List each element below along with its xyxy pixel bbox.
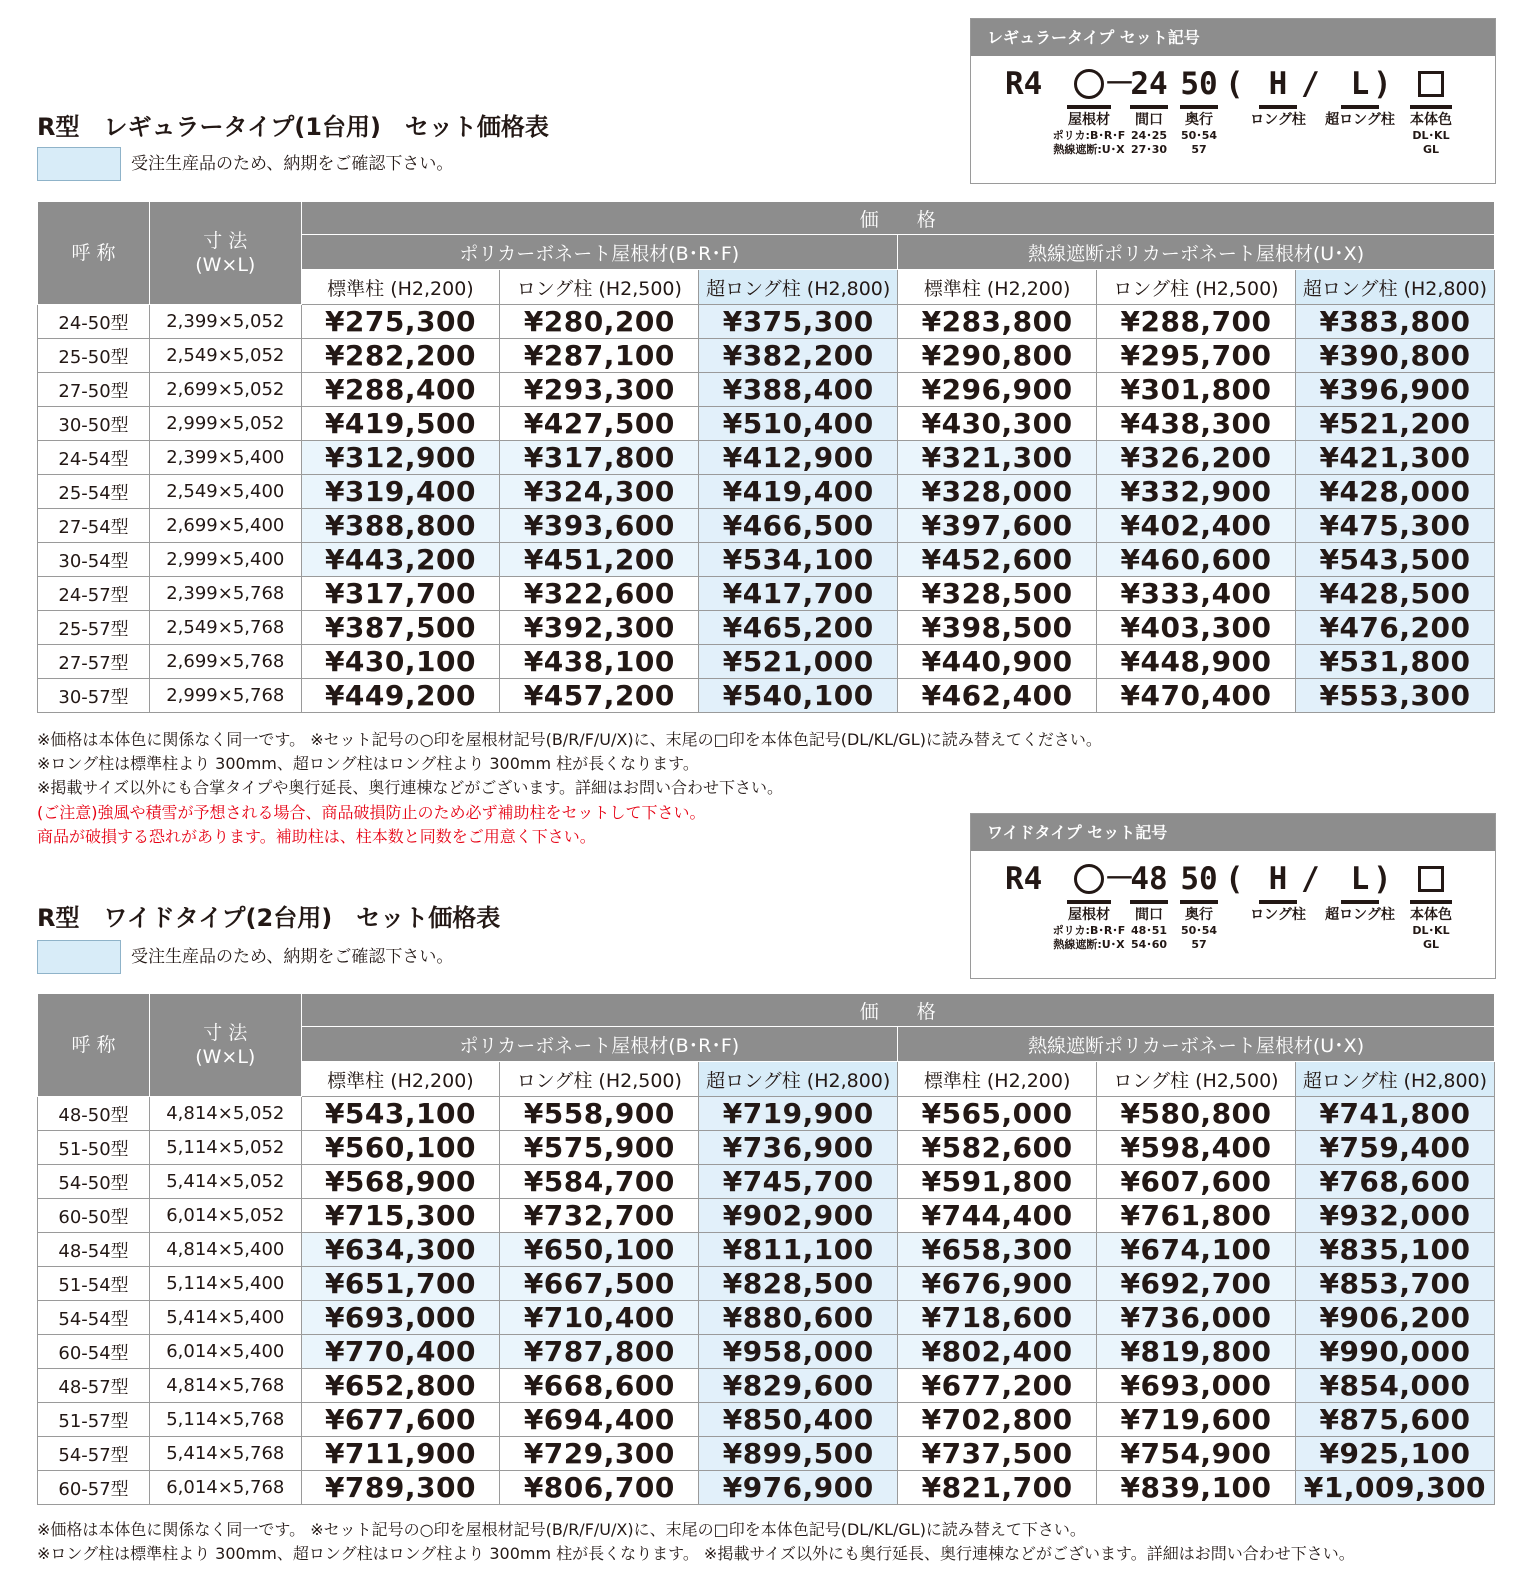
price-cell: ¥835,100 xyxy=(1295,1233,1494,1267)
table-row xyxy=(38,1199,1495,1233)
row-name-cell: 27-54型 xyxy=(38,509,150,543)
col-header: 超ロング柱 (H2,800) xyxy=(1295,1062,1494,1097)
price-cell: ¥839,100 xyxy=(1097,1471,1296,1505)
row-size-cell: 4,814×5,400 xyxy=(150,1233,301,1267)
price-cell: ¥543,100 xyxy=(301,1097,500,1131)
roof-circle-placeholder xyxy=(1074,69,1104,99)
row-size-cell: 4,814×5,052 xyxy=(150,1097,301,1131)
row-size-cell: 6,014×5,400 xyxy=(150,1335,301,1369)
row-name-cell: 60-50型 xyxy=(38,1199,150,1233)
row-size-cell: 5,414×5,052 xyxy=(150,1165,301,1199)
price-cell: ¥449,200 xyxy=(301,679,500,713)
price-cell: ¥326,200 xyxy=(1097,441,1296,475)
price-cell: ¥976,900 xyxy=(699,1471,898,1505)
price-cell: ¥692,700 xyxy=(1097,1267,1296,1301)
price-cell: ¥430,300 xyxy=(898,407,1097,441)
price-cell: ¥694,400 xyxy=(500,1403,699,1437)
price-cell: ¥677,200 xyxy=(898,1369,1097,1403)
header-name: 呼 称 xyxy=(38,202,150,305)
warning-note: (ご注意)強風や積雪が予想される場合、商品破損防止のため必ず補助柱をセットして下さい。 xyxy=(37,803,706,822)
price-cell: ¥275,300 xyxy=(301,305,500,339)
price-cell: ¥990,000 xyxy=(1295,1335,1494,1369)
col-header: 超ロング柱 (H2,800) xyxy=(699,270,898,305)
price-cell: ¥403,300 xyxy=(1097,611,1296,645)
depth-code-segment: 50 奥行 50･54 57 xyxy=(1180,861,1218,951)
price-cell: ¥328,000 xyxy=(898,475,1097,509)
price-cell: ¥390,800 xyxy=(1295,339,1494,373)
row-size-cell: 5,414×5,400 xyxy=(150,1301,301,1335)
price-cell: ¥591,800 xyxy=(898,1165,1097,1199)
row-name-cell: 24-57型 xyxy=(38,577,150,611)
price-cell: ¥634,300 xyxy=(301,1233,500,1267)
wide-set-code-box: ワイドタイプ セット記号 R4 屋根材 ポリカ:B･R･F 熱線遮断:U･X － 48 間口 48･51 54･60 50 奥行 50･54 57 ( H ロング柱 / L 超ロング柱 ) 本体色 DL･KL GL xyxy=(970,813,1496,979)
super-long-code-segment: L 超ロング柱 xyxy=(1325,66,1395,128)
legend-text: 受注生産品のため、納期をご確認下さい。 xyxy=(131,154,454,174)
price-cell: ¥452,600 xyxy=(898,543,1097,577)
long-code-segment: H ロング柱 xyxy=(1250,861,1306,923)
col-header: ロング柱 (H2,500) xyxy=(1097,270,1296,305)
depth-code-segment: 50 奥行 50･54 57 xyxy=(1180,66,1218,156)
price-cell: ¥650,100 xyxy=(500,1233,699,1267)
price-cell: ¥568,900 xyxy=(301,1165,500,1199)
table-row xyxy=(38,373,1495,407)
price-cell: ¥293,300 xyxy=(500,373,699,407)
row-name-cell: 60-57型 xyxy=(38,1471,150,1505)
price-cell: ¥475,300 xyxy=(1295,509,1494,543)
table-row xyxy=(38,543,1495,577)
roof-circle-placeholder xyxy=(1074,864,1104,894)
price-cell: ¥711,900 xyxy=(301,1437,500,1471)
price-cell: ¥438,300 xyxy=(1097,407,1296,441)
price-cell: ¥899,500 xyxy=(699,1437,898,1471)
row-name-cell: 51-57型 xyxy=(38,1403,150,1437)
note: ※ロング柱は標準柱より 300mm、超ロング柱はロング柱より 300mm 柱が長くなります。 xyxy=(37,754,699,773)
price-cell: ¥906,200 xyxy=(1295,1301,1494,1335)
code-dash: － xyxy=(1104,66,1135,102)
color-code-segment: 本体色 DL･KL GL xyxy=(1401,65,1461,157)
regular-set-code-box: レギュラータイプ セット記号 R4 屋根材 ポリカ:B･R･F 熱線遮断:U･X － 24 間口 24･25 27･30 50 奥行 50･54 57 ( H ロング柱 / L 超ロング柱 ) 本体色 DL･KL GL xyxy=(970,18,1496,184)
row-name-cell: 27-50型 xyxy=(38,373,150,407)
price-cell: ¥531,800 xyxy=(1295,645,1494,679)
price-cell: ¥736,000 xyxy=(1097,1301,1296,1335)
price-cell: ¥301,800 xyxy=(1097,373,1296,407)
regular-section-title: R型 レギュラータイプ(1台用) セット価格表 xyxy=(37,113,549,141)
color-square-placeholder xyxy=(1418,866,1444,892)
row-size-cell: 2,999×5,052 xyxy=(150,407,301,441)
price-cell: ¥312,900 xyxy=(301,441,500,475)
table-row xyxy=(38,509,1495,543)
price-cell: ¥540,100 xyxy=(699,679,898,713)
note: ※価格は本体色に関係なく同一です。 ※セット記号の○印を屋根材記号(B/R/F/U/X)に、末尾の□印を本体色記号(DL/KL/GL)に読み替えてください。 xyxy=(37,730,1102,749)
price-cell: ¥451,200 xyxy=(500,543,699,577)
header-group-heat-block: 熱線遮断ポリカーボネート屋根材(U･X) xyxy=(898,1027,1495,1062)
price-cell: ¥521,200 xyxy=(1295,407,1494,441)
price-cell: ¥388,800 xyxy=(301,509,500,543)
code-prefix: R4 xyxy=(1005,861,1043,897)
price-cell: ¥850,400 xyxy=(699,1403,898,1437)
warning-note: 商品が破損する恐れがあります。補助柱は、柱本数と同数をご用意く下さい。 xyxy=(37,827,596,846)
row-size-cell: 5,414×5,768 xyxy=(150,1437,301,1471)
table-row xyxy=(38,679,1495,713)
price-cell: ¥789,300 xyxy=(301,1471,500,1505)
price-cell: ¥419,400 xyxy=(699,475,898,509)
price-cell: ¥853,700 xyxy=(1295,1267,1494,1301)
price-cell: ¥880,600 xyxy=(699,1301,898,1335)
row-name-cell: 27-57型 xyxy=(38,645,150,679)
price-cell: ¥332,900 xyxy=(1097,475,1296,509)
row-size-cell: 2,399×5,400 xyxy=(150,441,301,475)
table-row xyxy=(38,1369,1495,1403)
price-cell: ¥392,300 xyxy=(500,611,699,645)
price-cell: ¥295,700 xyxy=(1097,339,1296,373)
row-name-cell: 25-50型 xyxy=(38,339,150,373)
price-cell: ¥322,600 xyxy=(500,577,699,611)
price-cell: ¥806,700 xyxy=(500,1471,699,1505)
price-cell: ¥718,600 xyxy=(898,1301,1097,1335)
price-cell: ¥667,500 xyxy=(500,1267,699,1301)
price-cell: ¥652,800 xyxy=(301,1369,500,1403)
price-cell: ¥476,200 xyxy=(1295,611,1494,645)
color-square-placeholder xyxy=(1418,71,1444,97)
price-cell: ¥465,200 xyxy=(699,611,898,645)
roof-code-segment: 屋根材 ポリカ:B･R･F 熱線遮断:U･X xyxy=(1039,65,1139,157)
table-row xyxy=(38,339,1495,373)
price-cell: ¥582,600 xyxy=(898,1131,1097,1165)
price-cell: ¥457,200 xyxy=(500,679,699,713)
price-cell: ¥693,000 xyxy=(1097,1369,1296,1403)
price-cell: ¥382,200 xyxy=(699,339,898,373)
col-header: 超ロング柱 (H2,800) xyxy=(1295,270,1494,305)
row-size-cell: 4,814×5,768 xyxy=(150,1369,301,1403)
table-row xyxy=(38,441,1495,475)
row-size-cell: 2,699×5,768 xyxy=(150,645,301,679)
price-cell: ¥470,400 xyxy=(1097,679,1296,713)
code-prefix: R4 xyxy=(1005,66,1043,102)
price-cell: ¥282,200 xyxy=(301,339,500,373)
price-cell: ¥745,700 xyxy=(699,1165,898,1199)
price-cell: ¥710,400 xyxy=(500,1301,699,1335)
width-code-segment: 24 間口 24･25 27･30 xyxy=(1130,66,1168,156)
price-cell: ¥754,900 xyxy=(1097,1437,1296,1471)
price-cell: ¥543,500 xyxy=(1295,543,1494,577)
price-cell: ¥402,400 xyxy=(1097,509,1296,543)
price-cell: ¥958,000 xyxy=(699,1335,898,1369)
table-row xyxy=(38,1097,1495,1131)
price-cell: ¥829,600 xyxy=(699,1369,898,1403)
price-cell: ¥729,300 xyxy=(500,1437,699,1471)
price-cell: ¥412,900 xyxy=(699,441,898,475)
price-cell: ¥317,700 xyxy=(301,577,500,611)
price-cell: ¥290,800 xyxy=(898,339,1097,373)
code-dash: － xyxy=(1104,861,1135,897)
table-row xyxy=(38,475,1495,509)
price-cell: ¥925,100 xyxy=(1295,1437,1494,1471)
price-cell: ¥510,400 xyxy=(699,407,898,441)
header-name: 呼 称 xyxy=(38,994,150,1097)
col-header: ロング柱 (H2,500) xyxy=(500,270,699,305)
regular-price-table xyxy=(37,201,1495,713)
price-cell: ¥397,600 xyxy=(898,509,1097,543)
price-cell: ¥283,800 xyxy=(898,305,1097,339)
table-row xyxy=(38,305,1495,339)
row-size-cell: 6,014×5,052 xyxy=(150,1199,301,1233)
col-header: 標準柱 (H2,200) xyxy=(898,1062,1097,1097)
price-cell: ¥658,300 xyxy=(898,1233,1097,1267)
price-cell: ¥741,800 xyxy=(1295,1097,1494,1131)
row-name-cell: 30-50型 xyxy=(38,407,150,441)
row-name-cell: 48-54型 xyxy=(38,1233,150,1267)
price-cell: ¥854,000 xyxy=(1295,1369,1494,1403)
table-row xyxy=(38,1471,1495,1505)
price-cell: ¥902,900 xyxy=(699,1199,898,1233)
price-cell: ¥321,300 xyxy=(898,441,1097,475)
price-cell: ¥287,100 xyxy=(500,339,699,373)
price-cell: ¥651,700 xyxy=(301,1267,500,1301)
price-cell: ¥296,900 xyxy=(898,373,1097,407)
table-row xyxy=(38,1267,1495,1301)
price-cell: ¥768,600 xyxy=(1295,1165,1494,1199)
table-row xyxy=(38,611,1495,645)
row-name-cell: 54-50型 xyxy=(38,1165,150,1199)
legend-swatch xyxy=(37,940,121,974)
price-cell: ¥324,300 xyxy=(500,475,699,509)
header-size: 寸 法 (W×L) xyxy=(150,994,301,1097)
price-cell: ¥558,900 xyxy=(500,1097,699,1131)
price-cell: ¥328,500 xyxy=(898,577,1097,611)
header-group-polycarbonate: ポリカーボネート屋根材(B･R･F) xyxy=(301,235,898,270)
price-cell: ¥1,009,300 xyxy=(1295,1471,1494,1505)
table-row xyxy=(38,1437,1495,1471)
price-cell: ¥443,200 xyxy=(301,543,500,577)
price-cell: ¥430,100 xyxy=(301,645,500,679)
row-size-cell: 5,114×5,768 xyxy=(150,1403,301,1437)
table-row xyxy=(38,407,1495,441)
row-size-cell: 2,699×5,052 xyxy=(150,373,301,407)
price-cell: ¥387,500 xyxy=(301,611,500,645)
width-code-segment: 48 間口 48･51 54･60 xyxy=(1130,861,1168,951)
regular-code-box-title: レギュラータイプ セット記号 xyxy=(971,19,1495,56)
row-size-cell: 2,549×5,052 xyxy=(150,339,301,373)
wide-code-box-title: ワイドタイプ セット記号 xyxy=(971,814,1495,851)
price-cell: ¥375,300 xyxy=(699,305,898,339)
header-size: 寸 法 (W×L) xyxy=(150,202,301,305)
row-name-cell: 51-50型 xyxy=(38,1131,150,1165)
price-cell: ¥462,400 xyxy=(898,679,1097,713)
row-name-cell: 30-57型 xyxy=(38,679,150,713)
row-size-cell: 2,999×5,400 xyxy=(150,543,301,577)
table-row xyxy=(38,1165,1495,1199)
price-cell: ¥787,800 xyxy=(500,1335,699,1369)
price-cell: ¥674,100 xyxy=(1097,1233,1296,1267)
table-row xyxy=(38,577,1495,611)
price-cell: ¥580,800 xyxy=(1097,1097,1296,1131)
price-cell: ¥565,000 xyxy=(898,1097,1097,1131)
price-cell: ¥715,300 xyxy=(301,1199,500,1233)
price-cell: ¥280,200 xyxy=(500,305,699,339)
price-cell: ¥607,600 xyxy=(1097,1165,1296,1199)
legend-swatch xyxy=(37,147,121,181)
price-cell: ¥534,100 xyxy=(699,543,898,577)
table-row xyxy=(38,1233,1495,1267)
price-cell: ¥319,400 xyxy=(301,475,500,509)
price-cell: ¥440,900 xyxy=(898,645,1097,679)
price-cell: ¥396,900 xyxy=(1295,373,1494,407)
row-name-cell: 25-57型 xyxy=(38,611,150,645)
price-cell: ¥421,300 xyxy=(1295,441,1494,475)
price-cell: ¥677,600 xyxy=(301,1403,500,1437)
roof-code-segment: 屋根材 ポリカ:B･R･F 熱線遮断:U･X xyxy=(1039,860,1139,952)
row-name-cell: 24-50型 xyxy=(38,305,150,339)
price-cell: ¥761,800 xyxy=(1097,1199,1296,1233)
table-row xyxy=(38,1301,1495,1335)
table-row xyxy=(38,1335,1495,1369)
price-cell: ¥575,900 xyxy=(500,1131,699,1165)
row-size-cell: 2,549×5,400 xyxy=(150,475,301,509)
price-cell: ¥521,000 xyxy=(699,645,898,679)
row-name-cell: 48-50型 xyxy=(38,1097,150,1131)
row-size-cell: 6,014×5,768 xyxy=(150,1471,301,1505)
super-long-code-segment: L 超ロング柱 xyxy=(1325,861,1395,923)
wide-price-table xyxy=(37,993,1495,1505)
price-cell: ¥460,600 xyxy=(1097,543,1296,577)
price-cell: ¥383,800 xyxy=(1295,305,1494,339)
price-cell: ¥676,900 xyxy=(898,1267,1097,1301)
row-size-cell: 2,699×5,400 xyxy=(150,509,301,543)
price-cell: ¥719,900 xyxy=(699,1097,898,1131)
price-cell: ¥288,700 xyxy=(1097,305,1296,339)
price-cell: ¥759,400 xyxy=(1295,1131,1494,1165)
price-cell: ¥932,000 xyxy=(1295,1199,1494,1233)
col-header: ロング柱 (H2,500) xyxy=(1097,1062,1296,1097)
header-price: 価 格 xyxy=(301,202,1495,235)
price-cell: ¥427,500 xyxy=(500,407,699,441)
price-cell: ¥819,800 xyxy=(1097,1335,1296,1369)
price-cell: ¥668,600 xyxy=(500,1369,699,1403)
row-name-cell: 51-54型 xyxy=(38,1267,150,1301)
price-cell: ¥802,400 xyxy=(898,1335,1097,1369)
price-cell: ¥553,300 xyxy=(1295,679,1494,713)
note: ※価格は本体色に関係なく同一です。 ※セット記号の○印を屋根材記号(B/R/F/U/X)に、末尾の□印を本体色記号(DL/KL/GL)に読み替えて下さい。 xyxy=(37,1520,1086,1539)
price-cell: ¥438,100 xyxy=(500,645,699,679)
price-cell: ¥598,400 xyxy=(1097,1131,1296,1165)
wide-section-title: R型 ワイドタイプ(2台用) セット価格表 xyxy=(37,904,501,932)
price-cell: ¥821,700 xyxy=(898,1471,1097,1505)
col-header: 標準柱 (H2,200) xyxy=(301,270,500,305)
price-cell: ¥288,400 xyxy=(301,373,500,407)
table-row xyxy=(38,1131,1495,1165)
price-cell: ¥584,700 xyxy=(500,1165,699,1199)
price-cell: ¥388,400 xyxy=(699,373,898,407)
col-header: ロング柱 (H2,500) xyxy=(500,1062,699,1097)
price-cell: ¥875,600 xyxy=(1295,1403,1494,1437)
table-row xyxy=(38,645,1495,679)
note: ※掲載サイズ以外にも合掌タイプや奥行延長、奥行連棟などがございます。詳細はお問い合わせ下さい。 xyxy=(37,778,784,797)
row-size-cell: 5,114×5,400 xyxy=(150,1267,301,1301)
legend-text: 受注生産品のため、納期をご確認下さい。 xyxy=(131,947,454,967)
price-cell: ¥333,400 xyxy=(1097,577,1296,611)
price-cell: ¥828,500 xyxy=(699,1267,898,1301)
price-cell: ¥417,700 xyxy=(699,577,898,611)
price-cell: ¥737,500 xyxy=(898,1437,1097,1471)
row-size-cell: 2,999×5,768 xyxy=(150,679,301,713)
row-name-cell: 48-57型 xyxy=(38,1369,150,1403)
row-size-cell: 2,399×5,768 xyxy=(150,577,301,611)
price-cell: ¥428,000 xyxy=(1295,475,1494,509)
long-code-segment: H ロング柱 xyxy=(1250,66,1306,128)
price-cell: ¥693,000 xyxy=(301,1301,500,1335)
row-name-cell: 30-54型 xyxy=(38,543,150,577)
row-size-cell: 2,549×5,768 xyxy=(150,611,301,645)
col-header: 標準柱 (H2,200) xyxy=(898,270,1097,305)
price-cell: ¥744,400 xyxy=(898,1199,1097,1233)
row-name-cell: 54-54型 xyxy=(38,1301,150,1335)
price-cell: ¥428,500 xyxy=(1295,577,1494,611)
price-cell: ¥419,500 xyxy=(301,407,500,441)
row-size-cell: 2,399×5,052 xyxy=(150,305,301,339)
price-cell: ¥560,100 xyxy=(301,1131,500,1165)
row-size-cell: 5,114×5,052 xyxy=(150,1131,301,1165)
header-group-polycarbonate: ポリカーボネート屋根材(B･R･F) xyxy=(301,1027,898,1062)
row-name-cell: 25-54型 xyxy=(38,475,150,509)
color-code-segment: 本体色 DL･KL GL xyxy=(1401,860,1461,952)
row-name-cell: 60-54型 xyxy=(38,1335,150,1369)
price-cell: ¥398,500 xyxy=(898,611,1097,645)
price-cell: ¥448,900 xyxy=(1097,645,1296,679)
note: ※ロング柱は標準柱より 300mm、超ロング柱はロング柱より 300mm 柱が長くなります。 ※掲載サイズ以外にも奥行延長、奥行連棟などがございます。詳細はお問い合わせ下さい。 xyxy=(37,1544,1355,1563)
col-header: 超ロング柱 (H2,800) xyxy=(699,1062,898,1097)
price-cell: ¥702,800 xyxy=(898,1403,1097,1437)
price-cell: ¥736,900 xyxy=(699,1131,898,1165)
header-group-heat-block: 熱線遮断ポリカーボネート屋根材(U･X) xyxy=(898,235,1495,270)
price-cell: ¥393,600 xyxy=(500,509,699,543)
row-name-cell: 54-57型 xyxy=(38,1437,150,1471)
price-cell: ¥770,400 xyxy=(301,1335,500,1369)
col-header: 標準柱 (H2,200) xyxy=(301,1062,500,1097)
price-cell: ¥466,500 xyxy=(699,509,898,543)
price-cell: ¥719,600 xyxy=(1097,1403,1296,1437)
row-name-cell: 24-54型 xyxy=(38,441,150,475)
table-row xyxy=(38,1403,1495,1437)
price-cell: ¥732,700 xyxy=(500,1199,699,1233)
header-price: 価 格 xyxy=(301,994,1495,1027)
price-cell: ¥811,100 xyxy=(699,1233,898,1267)
price-cell: ¥317,800 xyxy=(500,441,699,475)
